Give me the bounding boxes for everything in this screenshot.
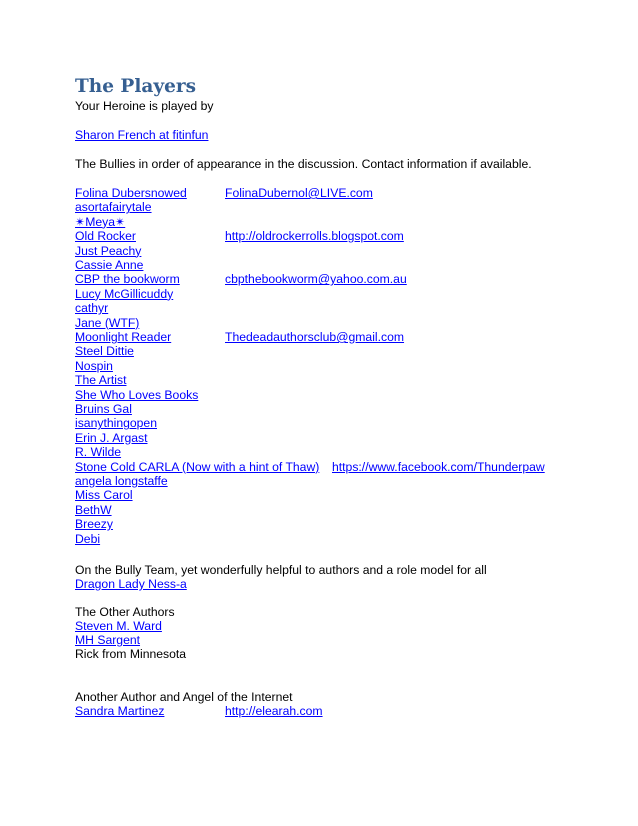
bully-name-link[interactable]: Stone Cold CARLA (Now with a hint of Thaw) xyxy=(75,459,320,474)
angel-intro: Another Author and Angel of the Internet xyxy=(75,690,293,704)
bully-name-link[interactable]: BethW xyxy=(75,502,112,517)
bully-row xyxy=(75,186,373,200)
heroine-link[interactable]: Sharon French at fitinfun xyxy=(75,128,209,142)
bully-name-link[interactable]: Jane (WTF) xyxy=(75,315,140,330)
heroine-intro: Your Heroine is played by xyxy=(75,99,214,113)
bully-row xyxy=(75,416,157,430)
bully-name-link[interactable]: Breezy xyxy=(75,517,113,532)
author-rick: Rick from Minnesota xyxy=(75,647,187,661)
bully-name-link[interactable]: R. Wilde xyxy=(75,445,122,460)
bully-row xyxy=(75,229,404,244)
bully-name-link[interactable]: CBP the bookworm xyxy=(75,272,180,287)
bully-row xyxy=(75,488,133,502)
bully-name-link[interactable]: cathyr xyxy=(75,301,109,316)
bully-name-link[interactable]: Steel Dittie xyxy=(75,344,134,359)
other-authors-heading: The Other Authors xyxy=(75,605,175,619)
bully-row xyxy=(75,287,173,301)
bully-name-link[interactable]: asortafairytale xyxy=(75,200,152,215)
bully-name-link[interactable]: Cassie Anne xyxy=(75,258,144,272)
bully-name-link[interactable]: Miss Carol xyxy=(75,488,133,503)
bully-row xyxy=(75,474,168,488)
bully-row xyxy=(75,330,405,344)
bully-name-link[interactable]: Debi xyxy=(75,531,101,546)
bully-row xyxy=(75,258,143,272)
bully-contact-link[interactable]: FolinaDubernol@LIVE.com xyxy=(225,186,373,200)
bully-name-link[interactable]: Moonlight Reader xyxy=(75,330,172,344)
bully-row xyxy=(75,215,125,229)
bully-name-link[interactable]: ✴Meya✴ xyxy=(75,214,126,229)
bully-name-link[interactable]: angela longstaffe xyxy=(75,474,168,488)
angel-contact-link[interactable]: http://elearah.com xyxy=(225,704,323,718)
bully-row xyxy=(75,200,152,214)
bully-row xyxy=(75,344,134,358)
bully-name-link[interactable]: Erin J. Argast xyxy=(75,430,148,445)
bully-row xyxy=(75,388,198,402)
bully-name-link[interactable]: Lucy McGillicuddy xyxy=(75,286,174,301)
bully-name-link[interactable]: isanythingopen xyxy=(75,416,157,431)
bully-team-member-link[interactable]: Dragon Lady Ness-a xyxy=(75,577,187,591)
bully-row xyxy=(75,272,407,287)
angel-name-link[interactable]: Sandra Martinez xyxy=(75,704,165,718)
bully-row xyxy=(75,503,112,517)
bully-team-intro: On the Bully Team, yet wonderfully helpful to authors and a role model for all xyxy=(75,563,487,577)
author-link-steven[interactable]: Steven M. Ward xyxy=(75,619,162,633)
bully-row xyxy=(75,359,113,373)
bully-contact-link[interactable]: Thedeadauthorsclub@gmail.com xyxy=(225,330,405,344)
bully-row xyxy=(75,373,126,387)
bully-row xyxy=(75,517,113,531)
bully-name-link[interactable]: The Artist xyxy=(75,373,127,388)
bully-contact-link[interactable]: https://www.facebook.com/Thunderpaw xyxy=(332,459,545,474)
bully-row xyxy=(75,402,132,416)
bully-contact-link[interactable]: cbpthebookworm@yahoo.com.au xyxy=(225,272,407,287)
bully-row xyxy=(75,445,121,459)
bully-row xyxy=(75,532,100,546)
author-link-mh[interactable]: MH Sargent xyxy=(75,633,141,647)
bully-name-link[interactable]: Just Peachy xyxy=(75,243,142,258)
bully-row xyxy=(75,244,141,258)
bully-name-link[interactable]: Old Rocker xyxy=(75,229,136,244)
bully-row xyxy=(75,431,147,445)
bully-name-link[interactable]: She Who Loves Books xyxy=(75,387,199,402)
bully-row xyxy=(75,459,545,474)
bully-name-link[interactable]: Nospin xyxy=(75,358,113,373)
bully-contact-link[interactable]: http://oldrockerrolls.blogspot.com xyxy=(225,229,404,244)
bully-row xyxy=(75,316,139,330)
page-title: The Players xyxy=(75,76,197,97)
bully-name-link[interactable]: Folina Dubersnowed xyxy=(75,186,187,200)
bullies-intro: The Bullies in order of appearance in the discussion. Contact information if available. xyxy=(75,157,532,171)
bully-name-link[interactable]: Bruins Gal xyxy=(75,402,132,416)
bully-row xyxy=(75,301,108,315)
